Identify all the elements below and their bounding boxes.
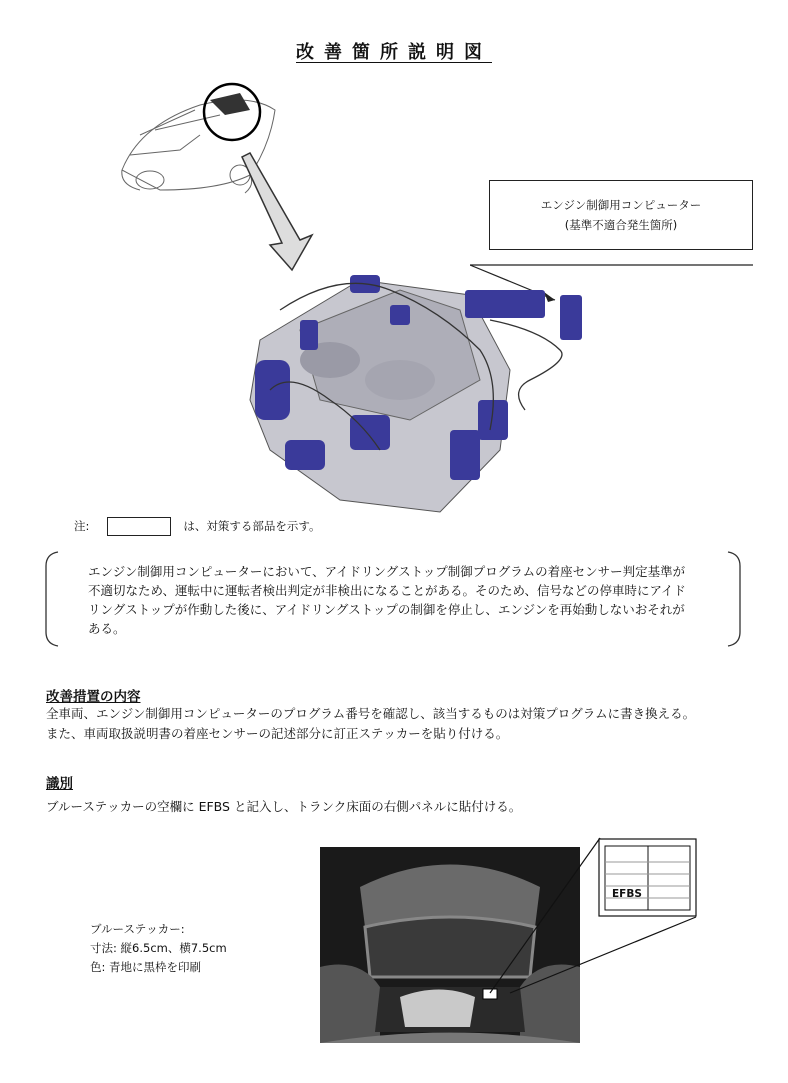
sticker-title: ブルーステッカー: (90, 922, 185, 936)
measures-line: 全車両、エンジン制御用コンピューターのプログラム番号を確認し、該当するものは対策プログラムに書き換える。 (46, 706, 696, 721)
description (88, 562, 714, 638)
description-line: 不適切なため、運転中に運転者検出判定が非検出になることがある。そのため、信号などの停車時にアイド (88, 583, 686, 598)
note-legend-box (107, 517, 171, 536)
sticker-info (90, 920, 227, 977)
page-title: 改善箇所説明図 (296, 42, 492, 63)
callout-line2: (基準不適合発生箇所) (564, 218, 678, 232)
measures-heading: 改善措置の内容 (46, 689, 141, 705)
identification-heading: 識別 (46, 776, 73, 792)
description-line: リングストップが作動した後に、アイドリングストップの制御を停止し、エンジンを再始動しないおそれが (88, 602, 685, 617)
identification-line: ブルーステッカーの空欄に EFBS と記入し、トランク床面の右側パネルに貼付ける。 (46, 799, 522, 814)
note-suffix: は、対策する部品を示す。 (183, 519, 321, 533)
callout-box (489, 180, 753, 250)
sticker-enlarged (598, 838, 698, 918)
engine-illustration (240, 250, 590, 518)
note-prefix: 注: (74, 519, 90, 533)
car-illustration (100, 75, 390, 275)
measures-line: また、車両取扱説明書の着座センサーの記述部分に訂正ステッカーを貼り付ける。 (46, 726, 509, 741)
callout-line1: エンジン制御用コンピューター (540, 198, 702, 212)
sticker-size: 寸法: 縦6.5cm、横7.5cm (90, 941, 227, 955)
description-line: ある。 (88, 621, 126, 636)
description-line: エンジン制御用コンピューターにおいて、アイドリングストップ制御プログラムの着座センサー判定基準が (88, 564, 686, 579)
note (74, 517, 320, 536)
sticker-color: 色: 青地に黒枠を印刷 (90, 960, 202, 974)
sticker-efbs-label: EFBS (612, 888, 642, 900)
